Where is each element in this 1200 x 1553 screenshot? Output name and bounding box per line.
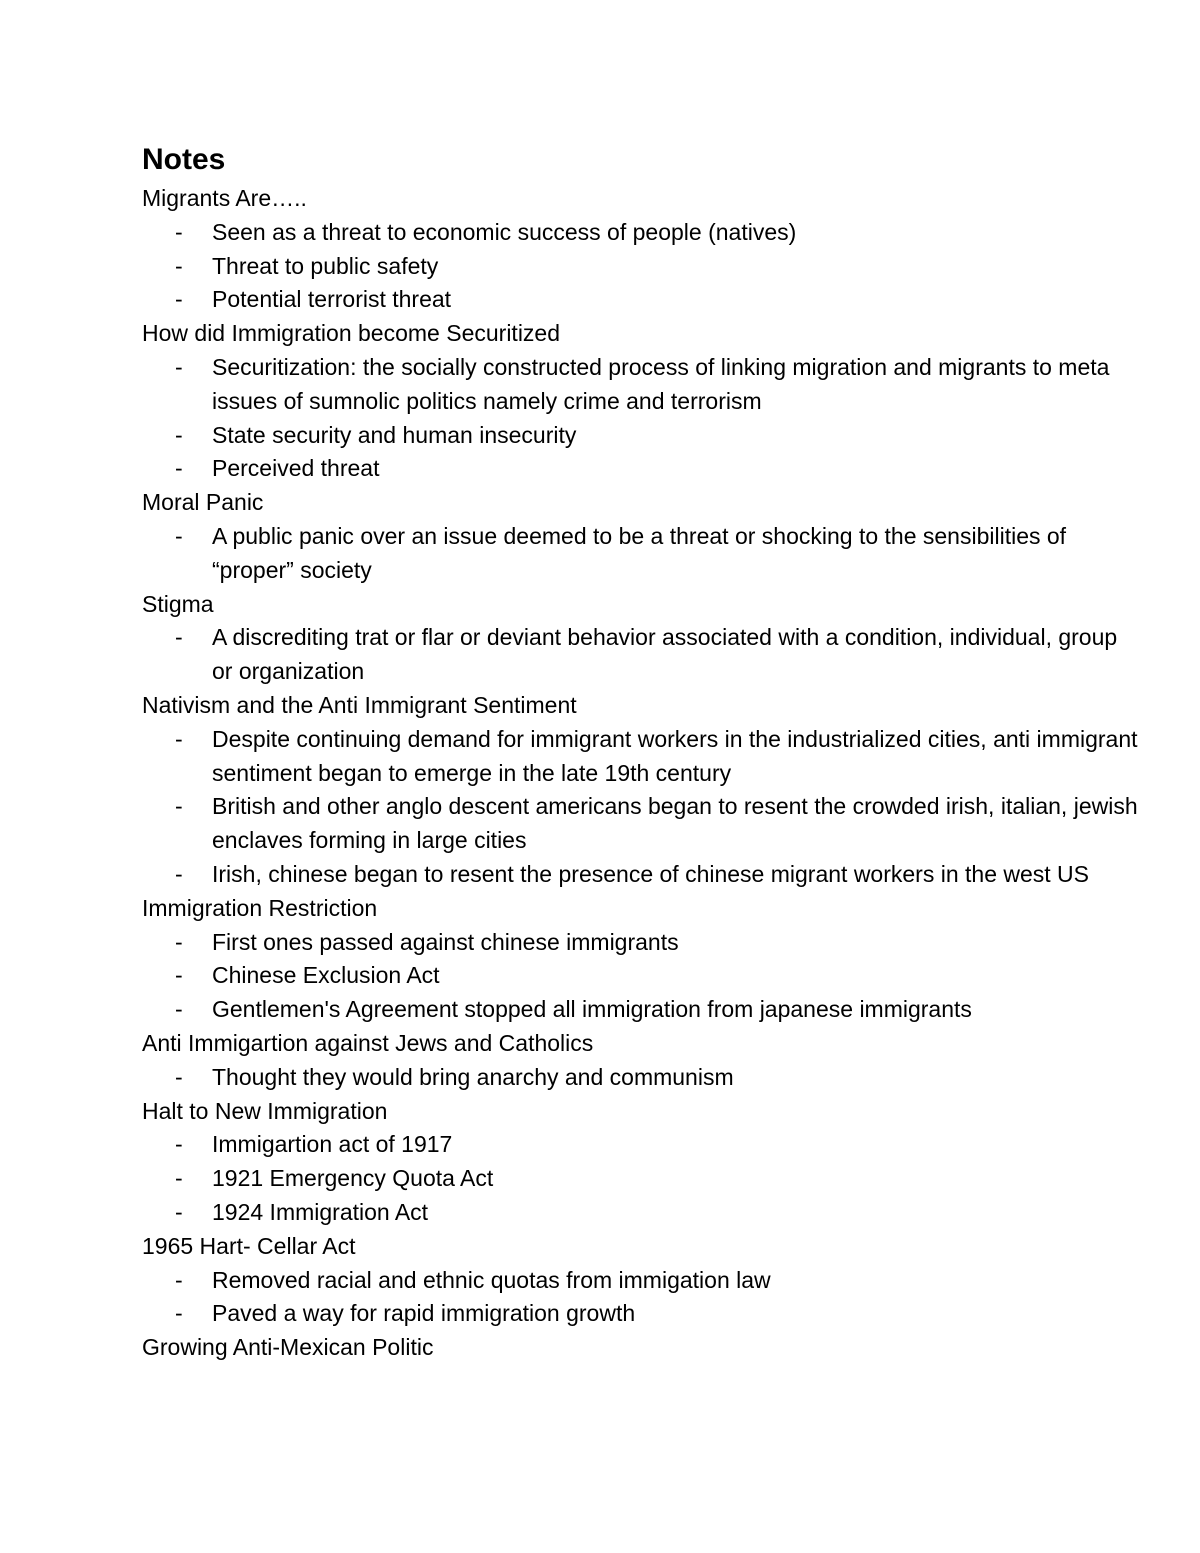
list-item-text: Threat to public safety [212,252,439,279]
dash-bullet-icon: - [175,1266,183,1293]
section-hart-cellar-act [142,1230,1142,1331]
list-item [142,419,1142,453]
list-item-text: Immigartion act of 1917 [212,1131,453,1158]
list-item-text: 1924 Immigration Act [212,1198,429,1225]
dash-bullet-icon: - [175,725,183,752]
list-item-text: Chinese Exclusion Act [212,962,440,989]
dash-bullet-icon: - [175,1300,183,1327]
bullet-list [142,351,1142,486]
dash-bullet-icon: - [175,522,183,549]
bullet-list [142,1128,1142,1229]
list-item-text: First ones passed against chinese immigrants [212,928,679,955]
section-heading: Anti Immigartion against Jews and Catholics [142,1029,594,1056]
bullet-list [142,1061,1142,1095]
dash-bullet-icon: - [175,1198,183,1225]
section-heading: Nativism and the Anti Immigrant Sentiment [142,691,577,718]
dash-bullet-icon: - [175,218,183,245]
list-item [142,351,1142,419]
list-item [142,858,1142,892]
dash-bullet-icon: - [175,793,183,820]
bullet-list [142,621,1142,689]
section-nativism [142,689,1142,892]
dash-bullet-icon: - [175,928,183,955]
dash-bullet-icon: - [175,1063,183,1090]
list-item-text: 1921 Emergency Quota Act [212,1165,494,1192]
section-immigration-restriction [142,892,1142,1027]
dash-bullet-icon: - [175,421,183,448]
list-item-text: Securitization: the socially constructed process of linking migration and migrants to meta issues of sumnolic politics namely crime and terrorism [212,353,1110,414]
list-item-text: Seen as a threat to economic success of people (natives) [212,218,797,245]
section-anti-mexican-politic [142,1331,1142,1365]
section-migrants-are [142,182,1142,317]
document-page [142,138,1142,1365]
section-heading: Stigma [142,590,214,617]
dash-bullet-icon: - [175,1165,183,1192]
list-item [142,520,1142,588]
dash-bullet-icon: - [175,286,183,313]
bullet-list [142,216,1142,317]
list-item-text: State security and human insecurity [212,421,577,448]
list-item [142,1297,1142,1331]
dash-bullet-icon: - [175,455,183,482]
list-item [142,216,1142,250]
list-item [142,452,1142,486]
bullet-list [142,926,1142,1027]
list-item [142,1061,1142,1095]
list-item-text: Gentlemen's Agreement stopped all immigration from japanese immigrants [212,996,972,1023]
section-heading: Immigration Restriction [142,894,378,921]
list-item [142,1128,1142,1162]
list-item-text: Potential terrorist threat [212,286,452,313]
list-item [142,926,1142,960]
section-securitized [142,317,1142,486]
section-heading: 1965 Hart- Cellar Act [142,1232,356,1259]
list-item [142,250,1142,284]
section-anti-immigration-jews-catholics [142,1027,1142,1095]
list-item [142,993,1142,1027]
list-item [142,1196,1142,1230]
list-item [142,283,1142,317]
dash-bullet-icon: - [175,252,183,279]
section-heading: How did Immigration become Securitized [142,320,561,347]
list-item-text: Thought they would bring anarchy and communism [212,1063,734,1090]
section-heading: Moral Panic [142,489,264,516]
dash-bullet-icon: - [175,962,183,989]
dash-bullet-icon: - [175,1131,183,1158]
list-item-text: British and other anglo descent americans began to resent the crowded irish, italian, jewish enclaves forming in large cities [212,793,1138,854]
bullet-list [142,723,1142,892]
list-item [142,621,1142,689]
list-item-text: Perceived threat [212,455,380,482]
section-heading: Migrants Are….. [142,185,307,211]
section-stigma [142,588,1142,689]
list-item [142,1162,1142,1196]
bullet-list [142,1264,1142,1332]
bullet-list [142,520,1142,588]
list-item-text: Irish, chinese began to resent the presence of chinese migrant workers in the west US [212,860,1090,887]
dash-bullet-icon: - [175,353,183,380]
list-item-text: Paved a way for rapid immigration growth [212,1300,636,1327]
dash-bullet-icon: - [175,860,183,887]
list-item [142,723,1142,791]
list-item-text: Removed racial and ethnic quotas from immigation law [212,1266,771,1293]
dash-bullet-icon: - [175,624,183,651]
page-title: Notes [142,143,226,176]
list-item [142,1264,1142,1298]
list-item-text: A discrediting trat or flar or deviant behavior associated with a condition, individual, group or organization [212,624,1118,685]
section-moral-panic [142,486,1142,587]
section-heading: Growing Anti-Mexican Politic [142,1334,434,1361]
dash-bullet-icon: - [175,996,183,1023]
list-item [142,959,1142,993]
list-item [142,790,1142,858]
list-item-text: A public panic over an issue deemed to be a threat or shocking to the sensibilities of “proper” society [212,522,1067,583]
section-halt-new-immigration [142,1095,1142,1230]
section-heading: Halt to New Immigration [142,1097,388,1124]
list-item-text: Despite continuing demand for immigrant workers in the industrialized cities, anti immigrant sentiment began to emerge in the late 19th century [212,725,1138,786]
